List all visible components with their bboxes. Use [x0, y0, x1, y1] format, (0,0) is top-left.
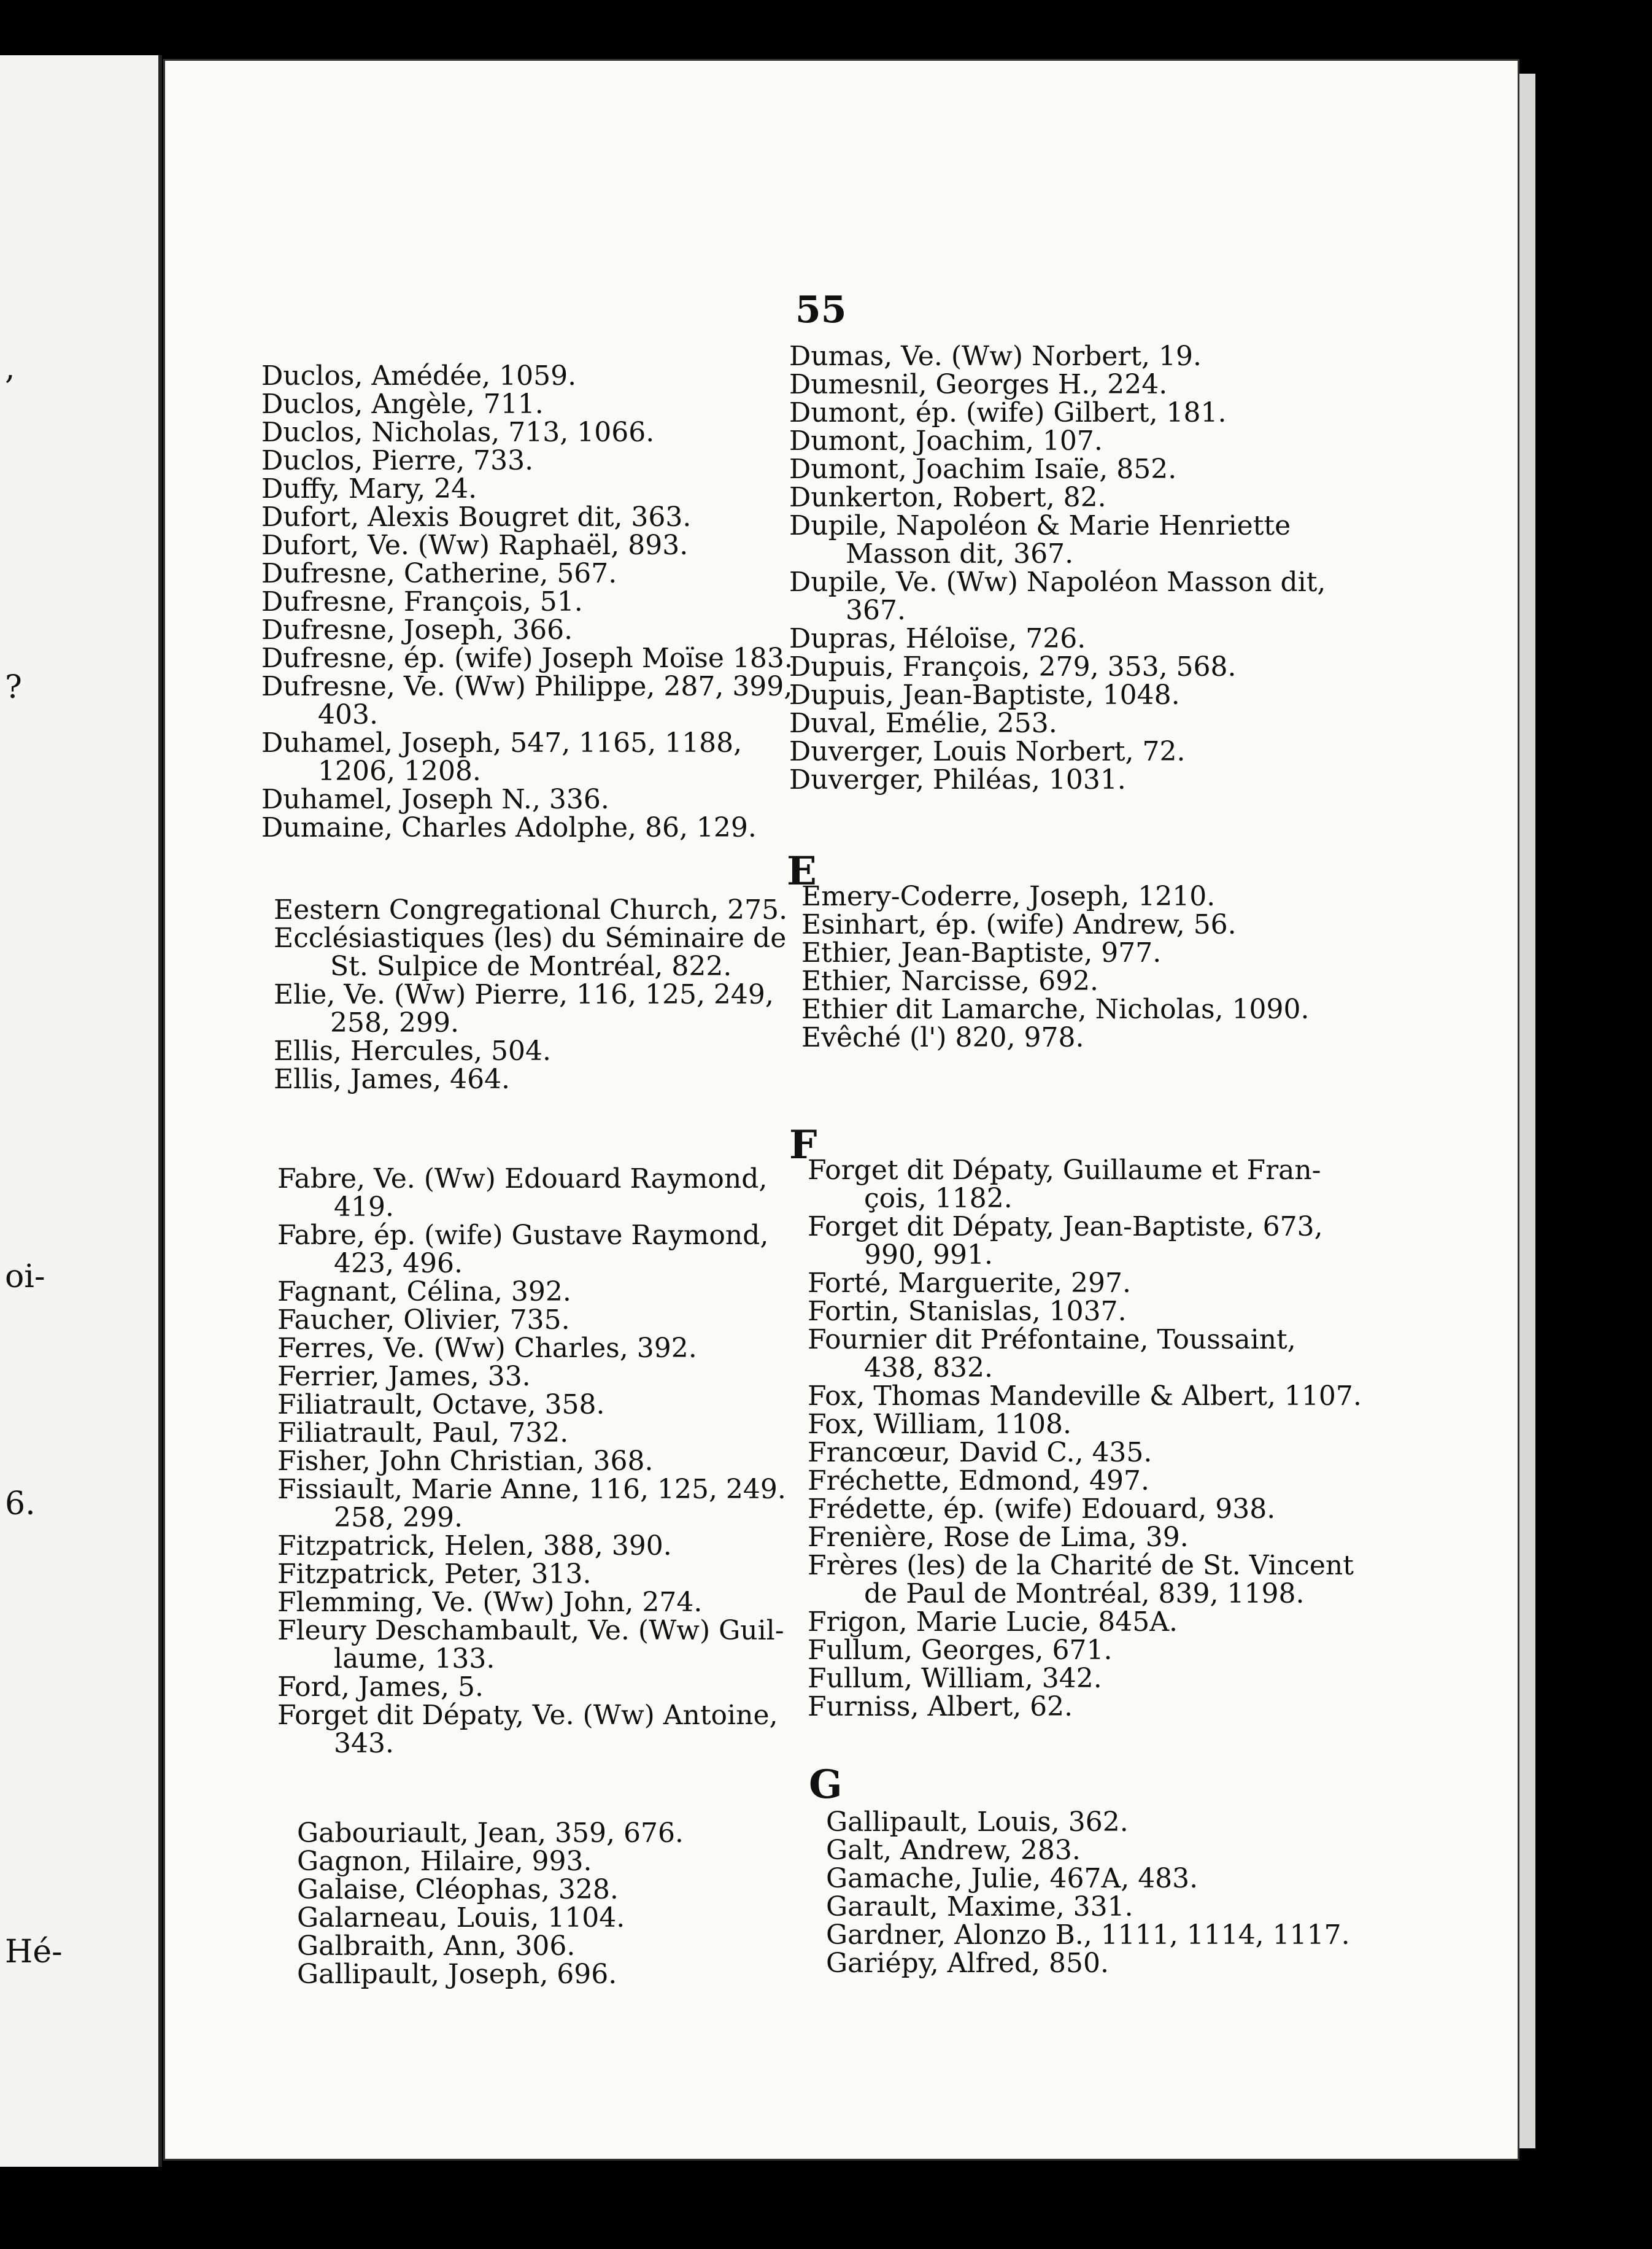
index-entry — [808, 1467, 1360, 1495]
section-letter-g: G — [809, 1762, 843, 1808]
section-f-right — [808, 1156, 1360, 1721]
index-entry — [808, 1665, 1360, 1693]
entry-text: Fitzpatrick, Helen, 388, 390. — [277, 1530, 672, 1562]
index-entry — [277, 1532, 830, 1560]
index-entry — [801, 1024, 1354, 1052]
section-g-right — [826, 1808, 1378, 1978]
index-entry — [826, 1921, 1378, 1949]
index-entry — [261, 560, 814, 588]
index-entry — [261, 786, 814, 814]
index-entry — [261, 475, 814, 503]
entry-text: Fisher, John Christian, 368. — [277, 1446, 654, 1477]
index-entry — [277, 1306, 830, 1334]
index-entry — [808, 1156, 1360, 1213]
previous-page-edge — [0, 55, 162, 2167]
section-d-left — [261, 362, 814, 842]
text-fragment: Hé- — [5, 1934, 63, 1970]
index-entry — [277, 1673, 830, 1701]
entry-text: Francœur, David C., 435. — [808, 1437, 1152, 1468]
index-entry — [274, 924, 826, 981]
index-entry — [789, 710, 1341, 738]
index-entry — [789, 484, 1341, 512]
entry-text: Fréchette, Edmond, 497. — [808, 1465, 1149, 1496]
entry-text: Duclos, Angèle, 711. — [261, 389, 544, 420]
entry-text: Ferres, Ve. (Ww) Charles, 392. — [277, 1333, 697, 1364]
entry-continuation: 258, 299. — [330, 1007, 459, 1039]
entry-text: Duhamel, Joseph N., 336. — [261, 784, 609, 815]
index-entry — [808, 1552, 1360, 1608]
entry-text: Frigon, Marie Lucie, 845A. — [808, 1606, 1178, 1638]
entry-continuation: 423, 496. — [334, 1248, 463, 1279]
entry-text: Filiatrault, Octave, 358. — [277, 1389, 605, 1420]
entry-text: Dunkerton, Robert, 82. — [789, 482, 1106, 513]
index-entry — [826, 1837, 1378, 1865]
index-entry — [789, 681, 1341, 710]
entry-continuation: laume, 133. — [334, 1643, 495, 1674]
index-entry — [801, 911, 1354, 939]
index-entry — [808, 1439, 1360, 1467]
entry-text: Dupuis, François, 279, 353, 568. — [789, 651, 1237, 683]
entry-text: Ferrier, James, 33. — [277, 1361, 531, 1392]
index-entry — [261, 503, 814, 532]
entry-continuation: 367. — [846, 595, 906, 626]
entry-text: Gagnon, Hilaire, 993. — [297, 1846, 592, 1877]
entry-text: Forté, Marguerite, 297. — [808, 1268, 1131, 1299]
index-entry — [297, 1904, 849, 1932]
entry-text: Esinhart, ép. (wife) Andrew, 56. — [801, 909, 1237, 940]
index-entry — [274, 896, 826, 924]
index-entry — [801, 967, 1354, 996]
entry-text: Duclos, Pierre, 733. — [261, 445, 534, 476]
index-entry — [789, 568, 1341, 625]
index-entry — [789, 343, 1341, 371]
index-entry — [261, 588, 814, 616]
index-entry — [808, 1269, 1360, 1298]
index-entry — [808, 1693, 1360, 1721]
entry-text: Fagnant, Célina, 392. — [277, 1276, 571, 1307]
index-page — [163, 59, 1519, 2161]
entry-text: Ecclésiastiques (les) du Séminaire de — [274, 923, 787, 954]
index-entry — [808, 1636, 1360, 1665]
index-entry — [826, 1808, 1378, 1837]
entry-continuation: 343. — [334, 1728, 394, 1759]
index-entry — [297, 1932, 849, 1961]
entry-text: Fabre, Ve. (Ww) Edouard Raymond, — [277, 1163, 768, 1194]
entry-continuation: 419. — [334, 1191, 394, 1223]
entry-text: Ellis, James, 464. — [274, 1064, 511, 1095]
index-entry — [808, 1382, 1360, 1411]
index-entry — [274, 1066, 826, 1094]
text-fragment: oi- — [5, 1258, 45, 1295]
entry-text: Galaise, Cléophas, 328. — [297, 1874, 619, 1905]
page-number: 55 — [795, 288, 847, 331]
section-letter-f: F — [789, 1122, 817, 1168]
entry-text: Ford, James, 5. — [277, 1671, 484, 1703]
index-entry — [261, 645, 814, 673]
index-entry — [261, 390, 814, 419]
entry-text: Ellis, Hercules, 504. — [274, 1035, 551, 1067]
entry-text: Fitzpatrick, Peter, 313. — [277, 1558, 592, 1590]
entry-text: Dufresne, Catherine, 567. — [261, 558, 617, 589]
entry-continuation: çois, 1182. — [864, 1183, 1013, 1214]
index-entry — [789, 427, 1341, 455]
entry-text: Dumas, Ve. (Ww) Norbert, 19. — [789, 341, 1202, 372]
entry-text: Gamache, Julie, 467A, 483. — [826, 1863, 1198, 1894]
entry-text: Fox, William, 1108. — [808, 1409, 1072, 1440]
entry-text: Duclos, Nicholas, 713, 1066. — [261, 417, 655, 448]
entry-continuation: 438, 832. — [864, 1352, 993, 1384]
entry-text: Dufresne, François, 51. — [261, 586, 583, 617]
entry-text: Dupile, Ve. (Ww) Napoléon Masson dit, — [789, 567, 1326, 598]
entry-text: Fullum, William, 342. — [808, 1663, 1102, 1694]
entry-text: Fissiault, Marie Anne, 116, 125, 249. — [277, 1474, 786, 1505]
index-entry — [277, 1701, 830, 1758]
entry-text: Fortin, Stanislas, 1037. — [808, 1296, 1127, 1327]
entry-text: Frédette, ép. (wife) Edouard, 938. — [808, 1493, 1276, 1525]
text-fragment: , — [5, 350, 15, 387]
entry-text: Ethier, Jean-Baptiste, 977. — [801, 937, 1162, 969]
entry-text: Dufresne, Ve. (Ww) Philippe, 287, 399, — [261, 671, 793, 702]
entry-text: Galbraith, Ann, 306. — [297, 1930, 576, 1962]
entry-continuation: 258, 299. — [334, 1502, 463, 1533]
index-entry — [808, 1411, 1360, 1439]
entry-text: Duffy, Mary, 24. — [261, 473, 477, 505]
entry-text: Forget dit Dépaty, Ve. (Ww) Antoine, — [277, 1700, 778, 1731]
index-entry — [789, 625, 1341, 653]
entry-text: Dupile, Napoléon & Marie Henriette — [789, 510, 1291, 541]
entry-text: Gallipault, Joseph, 696. — [297, 1959, 617, 1990]
entry-text: Frères (les) de la Charité de St. Vincent — [808, 1550, 1354, 1581]
entry-text: Galarneau, Louis, 1104. — [297, 1902, 625, 1934]
entry-text: Dufort, Alexis Bougret dit, 363. — [261, 501, 692, 533]
index-entry — [277, 1419, 830, 1447]
entry-text: Gallipault, Louis, 362. — [826, 1806, 1129, 1838]
entry-text: Flemming, Ve. (Ww) John, 274. — [277, 1587, 703, 1618]
index-entry — [801, 939, 1354, 967]
index-entry — [261, 447, 814, 475]
index-entry — [261, 616, 814, 645]
index-entry — [801, 883, 1354, 911]
text-fragment: ? — [5, 669, 22, 706]
entry-text: Duverger, Philéas, 1031. — [789, 764, 1126, 795]
entry-text: Faucher, Olivier, 735. — [277, 1304, 570, 1336]
index-entry — [261, 729, 814, 786]
entry-text: Dufresne, Joseph, 366. — [261, 614, 573, 646]
entry-continuation: de Paul de Montréal, 839, 1198. — [864, 1578, 1305, 1609]
entry-text: Filiatrault, Paul, 732. — [277, 1417, 569, 1449]
entry-text: Dufresne, ép. (wife) Joseph Moïse 183. — [261, 643, 793, 674]
index-entry — [808, 1298, 1360, 1326]
entry-text: Dupras, Héloïse, 726. — [789, 623, 1086, 654]
index-entry — [297, 1961, 849, 1989]
section-e-right — [801, 883, 1354, 1052]
index-entry — [277, 1391, 830, 1419]
index-entry — [826, 1865, 1378, 1893]
entry-text: Garault, Maxime, 331. — [826, 1891, 1133, 1922]
text-fragment: 6. — [5, 1485, 36, 1522]
entry-continuation: 403. — [318, 699, 378, 730]
entry-text: Gardner, Alonzo B., 1111, 1114, 1117. — [826, 1919, 1350, 1951]
entry-text: Dumaine, Charles Adolphe, 86, 129. — [261, 812, 757, 843]
entry-text: Ethier dit Lamarche, Nicholas, 1090. — [801, 994, 1310, 1025]
section-f-left — [277, 1165, 830, 1758]
index-entry — [789, 766, 1341, 794]
index-entry — [261, 814, 814, 842]
section-d-right — [789, 343, 1341, 794]
entry-text: Dupuis, Jean-Baptiste, 1048. — [789, 679, 1180, 711]
entry-text: Emery-Coderre, Joseph, 1210. — [801, 881, 1216, 912]
entry-continuation: 1206, 1208. — [318, 756, 481, 787]
entry-text: Galt, Andrew, 283. — [826, 1835, 1081, 1866]
index-entry — [261, 673, 814, 729]
section-letter-e: E — [787, 848, 817, 894]
index-entry — [277, 1589, 830, 1617]
entry-text: Ethier, Narcisse, 692. — [801, 966, 1099, 997]
index-entry — [274, 1037, 826, 1066]
index-entry — [297, 1819, 849, 1848]
entry-text: Fox, Thomas Mandeville & Albert, 1107. — [808, 1380, 1362, 1412]
index-entry — [789, 455, 1341, 484]
index-entry — [277, 1363, 830, 1391]
entry-text: Fournier dit Préfontaine, Toussaint, — [808, 1324, 1296, 1355]
entry-text: Elie, Ve. (Ww) Pierre, 116, 125, 249, — [274, 979, 774, 1010]
page-edge-shadow — [1519, 74, 1535, 2148]
index-entry — [808, 1523, 1360, 1552]
index-entry — [261, 532, 814, 560]
entry-text: Gariépy, Alfred, 850. — [826, 1948, 1109, 1979]
index-entry — [277, 1334, 830, 1363]
entry-text: Duval, Emélie, 253. — [789, 708, 1057, 739]
entry-text: Gabouriault, Jean, 359, 676. — [297, 1817, 684, 1849]
index-entry — [826, 1949, 1378, 1978]
index-entry — [277, 1476, 830, 1532]
entry-text: Duverger, Louis Norbert, 72. — [789, 736, 1186, 767]
entry-continuation: Masson dit, 367. — [846, 538, 1074, 570]
entry-text: Dumesnil, Georges H., 224. — [789, 369, 1168, 400]
index-entry — [277, 1560, 830, 1589]
index-entry — [789, 371, 1341, 399]
index-entry — [826, 1893, 1378, 1921]
index-entry — [789, 399, 1341, 427]
index-entry — [297, 1848, 849, 1876]
entry-text: Duclos, Amédée, 1059. — [261, 360, 577, 392]
entry-text: Dufort, Ve. (Ww) Raphaël, 893. — [261, 530, 689, 561]
index-entry — [277, 1221, 830, 1278]
entry-text: Forget dit Dépaty, Guillaume et Fran- — [808, 1155, 1321, 1186]
entry-text: Frenière, Rose de Lima, 39. — [808, 1522, 1189, 1553]
index-entry — [277, 1165, 830, 1221]
index-entry — [808, 1326, 1360, 1382]
entry-text: Dumont, Joachim Isaïe, 852. — [789, 454, 1177, 485]
section-e-left — [274, 896, 826, 1094]
entry-text: Duhamel, Joseph, 547, 1165, 1188, — [261, 727, 743, 759]
entry-continuation: 990, 991. — [864, 1239, 993, 1271]
index-entry — [789, 512, 1341, 568]
section-g-left — [297, 1819, 849, 1989]
index-entry — [277, 1447, 830, 1476]
entry-text: Fullum, Georges, 671. — [808, 1635, 1113, 1666]
index-entry — [789, 738, 1341, 766]
index-entry — [808, 1495, 1360, 1523]
index-entry — [801, 996, 1354, 1024]
index-entry — [808, 1608, 1360, 1636]
entry-text: Eestern Congregational Church, 275. — [274, 894, 788, 926]
entry-continuation: St. Sulpice de Montréal, 822. — [330, 951, 732, 982]
entry-text: Forget dit Dépaty, Jean-Baptiste, 673, — [808, 1211, 1323, 1242]
index-entry — [789, 653, 1341, 681]
index-entry — [297, 1876, 849, 1904]
entry-text: Evêché (l') 820, 978. — [801, 1022, 1084, 1053]
entry-text: Furniss, Albert, 62. — [808, 1691, 1073, 1722]
entry-text: Fleury Deschambault, Ve. (Ww) Guil- — [277, 1615, 784, 1646]
entry-text: Dumont, Joachim, 107. — [789, 425, 1103, 457]
index-entry — [808, 1213, 1360, 1269]
index-entry — [261, 362, 814, 390]
entry-text: Dumont, ép. (wife) Gilbert, 181. — [789, 397, 1227, 428]
index-entry — [277, 1617, 830, 1673]
index-entry — [277, 1278, 830, 1306]
index-entry — [274, 981, 826, 1037]
index-entry — [261, 419, 814, 447]
entry-text: Fabre, ép. (wife) Gustave Raymond, — [277, 1220, 769, 1251]
